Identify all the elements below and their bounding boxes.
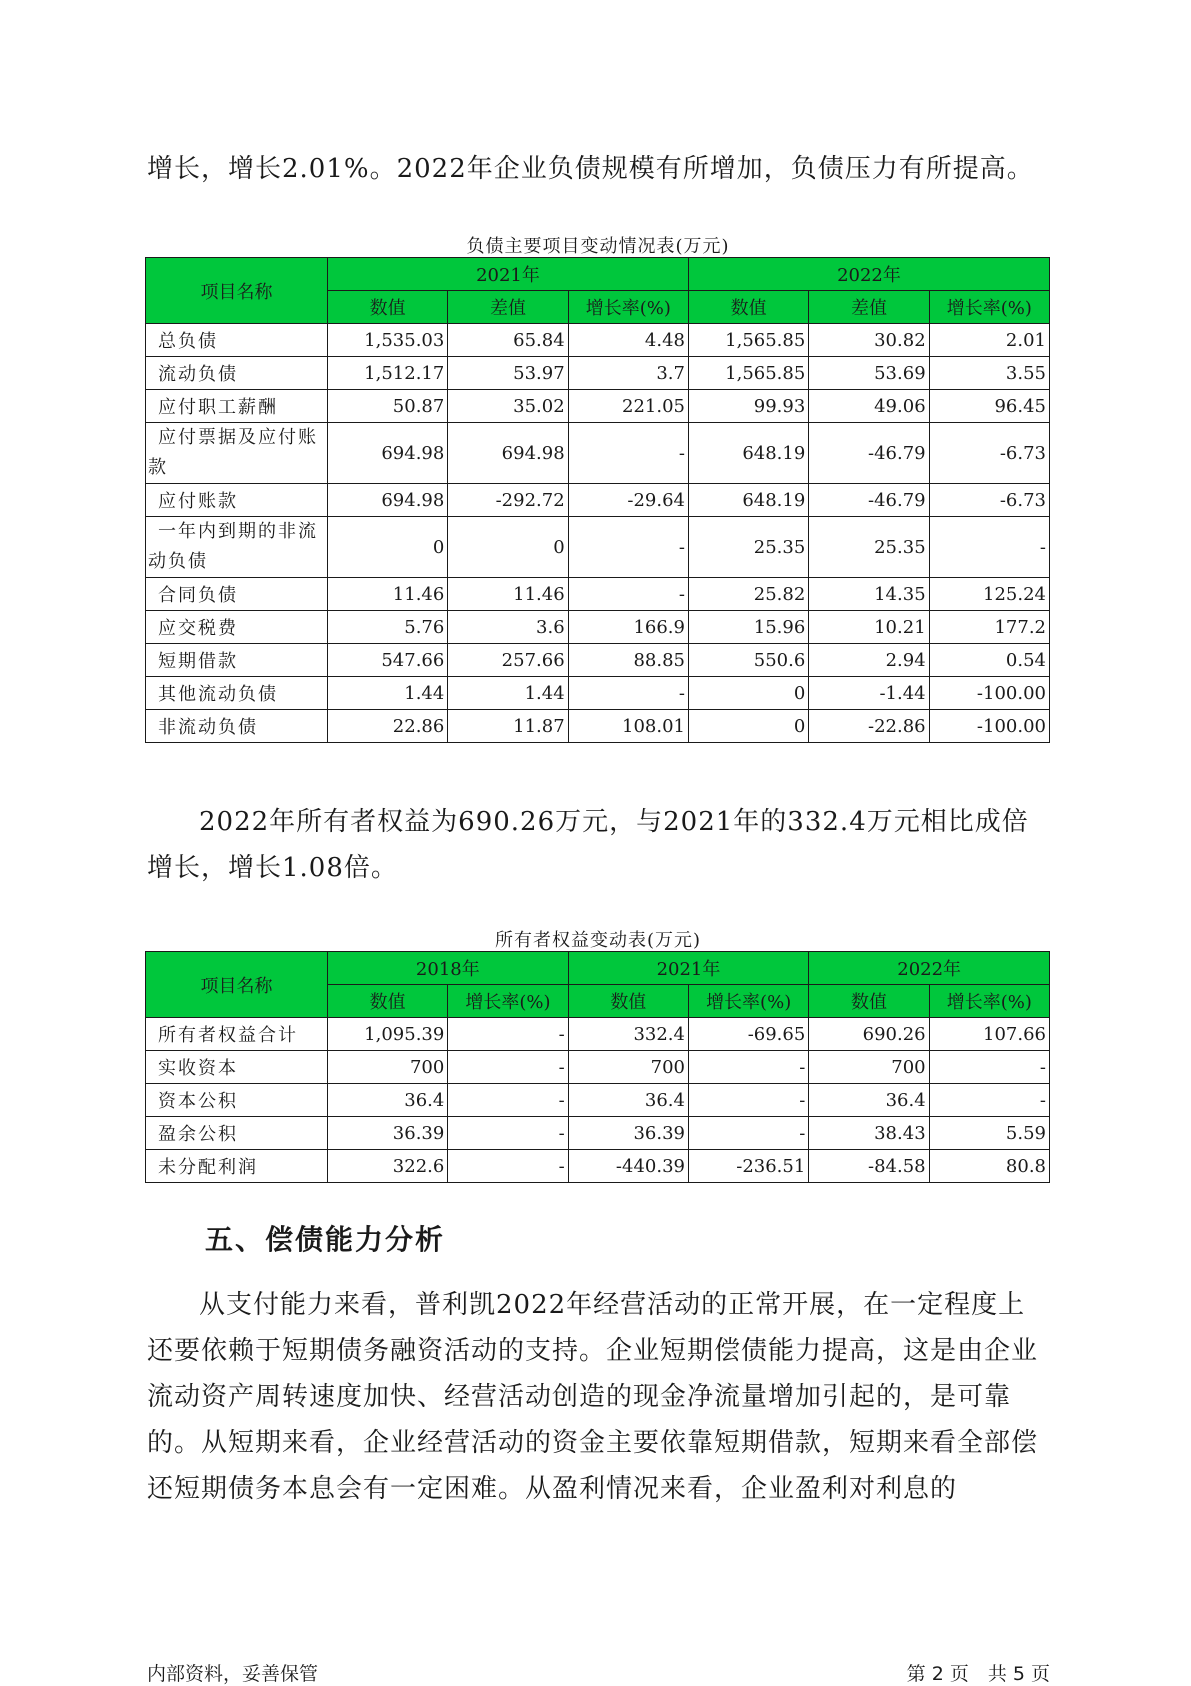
table-cell: 257.66 [448, 644, 568, 677]
table-cell: - [929, 517, 1049, 578]
section-paragraph: 从支付能力来看，普利凯2022年经营活动的正常开展，在一定程度上还要依赖于短期债务融资活动的支持。企业短期偿债能力提高，这是由企业流动资产周转速度加快、经营活动创造的现金净流量增加引起的，是可靠的。从短期来看，企业经营活动的资金主要依靠短期借款，短期来看全部偿还短期债务本息会有一定困难。从盈利情况来看，企业盈利对利息的 [147, 1290, 1039, 1504]
table-cell: 694.98 [328, 484, 448, 517]
table-cell: 15.96 [688, 611, 808, 644]
table-cell: - [929, 1051, 1049, 1084]
table-cell: 11.46 [328, 578, 448, 611]
table-cell: 2.94 [809, 644, 929, 677]
row-label: 盈余公积 [146, 1117, 328, 1150]
table-cell: 547.66 [328, 644, 448, 677]
table-cell: 25.35 [809, 517, 929, 578]
table-cell: -69.65 [688, 1018, 808, 1051]
table-cell: 221.05 [568, 390, 688, 423]
row-label: 实收资本 [146, 1051, 328, 1084]
year-header: 2022年 [688, 258, 1049, 291]
table-cell: 30.82 [809, 324, 929, 357]
table-row [146, 1018, 1050, 1051]
table-row [146, 517, 1050, 578]
table-cell: 700 [328, 1051, 448, 1084]
table-cell: -46.79 [809, 484, 929, 517]
table-row [146, 1051, 1050, 1084]
table-cell: 96.45 [929, 390, 1049, 423]
table-cell: 700 [809, 1051, 929, 1084]
table-cell: - [448, 1084, 568, 1117]
column-header: 数值 [328, 291, 448, 324]
table-cell: 35.02 [448, 390, 568, 423]
table-cell: - [929, 1084, 1049, 1117]
table-cell: - [568, 517, 688, 578]
table-cell: -292.72 [448, 484, 568, 517]
table-cell: -440.39 [568, 1150, 688, 1183]
table-row [146, 484, 1050, 517]
column-header: 数值 [688, 291, 808, 324]
row-label: 应付账款 [146, 484, 328, 517]
table-cell: 36.4 [568, 1084, 688, 1117]
table-cell: 0 [328, 517, 448, 578]
row-label: 短期借款 [146, 644, 328, 677]
table-cell: 36.39 [328, 1117, 448, 1150]
name-column-header: 项目名称 [146, 952, 328, 1018]
column-header: 增长率(%) [688, 985, 808, 1018]
table-row [146, 677, 1050, 710]
table-cell: 53.69 [809, 357, 929, 390]
table-row [146, 1084, 1050, 1117]
table-cell: 700 [568, 1051, 688, 1084]
table-cell: 4.48 [568, 324, 688, 357]
row-label: 应付职工薪酬 [146, 390, 328, 423]
table-cell: - [688, 1117, 808, 1150]
table-cell: -29.64 [568, 484, 688, 517]
table-cell: 22.86 [328, 710, 448, 743]
table-cell: - [448, 1117, 568, 1150]
table-cell: 80.8 [929, 1150, 1049, 1183]
row-label: 应交税费 [146, 611, 328, 644]
name-column-header: 项目名称 [146, 258, 328, 324]
column-header: 数值 [568, 985, 688, 1018]
row-label: 流动负债 [146, 357, 328, 390]
table-cell: 0 [688, 677, 808, 710]
table-row [146, 1117, 1050, 1150]
table-row [146, 644, 1050, 677]
table-cell: -236.51 [688, 1150, 808, 1183]
column-header: 增长率(%) [448, 985, 568, 1018]
table-cell: -84.58 [809, 1150, 929, 1183]
table-cell: 3.6 [448, 611, 568, 644]
liability-table-body [146, 324, 1050, 743]
equity-paragraph: 2022年所有者权益为690.26万元，与2021年的332.4万元相比成倍增长，增长1.08倍。 [147, 807, 1029, 883]
table-cell: 11.87 [448, 710, 568, 743]
intro-paragraph: 增长，增长2.01%。2022年企业负债规模有所增加，负债压力有所提高。 [147, 154, 1034, 184]
table-cell: 1,565.85 [688, 324, 808, 357]
table-cell: 99.93 [688, 390, 808, 423]
row-label: 一年内到期的非流动负债 [146, 517, 328, 578]
table-cell: 3.7 [568, 357, 688, 390]
table-cell: 694.98 [328, 423, 448, 484]
table-cell: 49.06 [809, 390, 929, 423]
table-cell: 25.82 [688, 578, 808, 611]
row-label: 其他流动负债 [146, 677, 328, 710]
table-cell: 11.46 [448, 578, 568, 611]
table-cell: 322.6 [328, 1150, 448, 1183]
table-cell: 88.85 [568, 644, 688, 677]
table-cell: 10.21 [809, 611, 929, 644]
table-cell: 107.66 [929, 1018, 1049, 1051]
table-cell: 36.4 [809, 1084, 929, 1117]
footer-note: 内部资料，妥善保管 [147, 1663, 319, 1685]
table-cell: 14.35 [809, 578, 929, 611]
row-label: 所有者权益合计 [146, 1018, 328, 1051]
table-cell: 166.9 [568, 611, 688, 644]
table-cell: - [568, 423, 688, 484]
page-number: 第 2 页 共 5 页 [906, 1663, 1050, 1685]
year-header: 2022年 [809, 952, 1050, 985]
table-cell: 0 [688, 710, 808, 743]
table-cell: 50.87 [328, 390, 448, 423]
table-cell: 38.43 [809, 1117, 929, 1150]
table-cell: 5.59 [929, 1117, 1049, 1150]
table-cell: - [688, 1084, 808, 1117]
column-header: 增长率(%) [929, 985, 1049, 1018]
table-cell: 1,095.39 [328, 1018, 448, 1051]
row-label: 应付票据及应付账款 [146, 423, 328, 484]
table-cell: -6.73 [929, 423, 1049, 484]
table-cell: 0 [448, 517, 568, 578]
table-row [146, 324, 1050, 357]
column-header: 数值 [809, 985, 929, 1018]
column-header: 差值 [448, 291, 568, 324]
equity-table [145, 951, 1050, 1183]
table-cell: -1.44 [809, 677, 929, 710]
table-cell: -100.00 [929, 710, 1049, 743]
table-row [146, 1150, 1050, 1183]
table-cell: 5.76 [328, 611, 448, 644]
table-cell: 25.35 [688, 517, 808, 578]
table-cell: 3.55 [929, 357, 1049, 390]
table-row [146, 423, 1050, 484]
row-label: 未分配利润 [146, 1150, 328, 1183]
table-cell: - [568, 578, 688, 611]
table-cell: -6.73 [929, 484, 1049, 517]
year-header: 2018年 [328, 952, 569, 985]
table-cell: - [568, 677, 688, 710]
row-label: 资本公积 [146, 1084, 328, 1117]
table-row [146, 578, 1050, 611]
table-cell: 2.01 [929, 324, 1049, 357]
table-cell: 550.6 [688, 644, 808, 677]
liability-table-caption: 负债主要项目变动情况表(万元) [466, 236, 730, 257]
table-row [146, 357, 1050, 390]
table-cell: 36.4 [328, 1084, 448, 1117]
table-cell: 1,512.17 [328, 357, 448, 390]
column-header: 增长率(%) [568, 291, 688, 324]
table-cell: - [448, 1018, 568, 1051]
table-row [146, 611, 1050, 644]
year-header: 2021年 [568, 952, 809, 985]
table-row [146, 710, 1050, 743]
table-cell: 694.98 [448, 423, 568, 484]
table-row [146, 390, 1050, 423]
table-cell: 1.44 [448, 677, 568, 710]
table-cell: - [688, 1051, 808, 1084]
table-cell: 1,565.85 [688, 357, 808, 390]
table-cell: - [448, 1150, 568, 1183]
table-cell: 648.19 [688, 423, 808, 484]
table-cell: 1.44 [328, 677, 448, 710]
table-cell: 36.39 [568, 1117, 688, 1150]
table-cell: 690.26 [809, 1018, 929, 1051]
table-cell: 1,535.03 [328, 324, 448, 357]
table-cell: 177.2 [929, 611, 1049, 644]
table-cell: -22.86 [809, 710, 929, 743]
table-cell: - [448, 1051, 568, 1084]
column-header: 数值 [328, 985, 448, 1018]
equity-table-body [146, 1018, 1050, 1183]
section-heading: 五、偿债能力分析 [205, 1223, 446, 1256]
table-cell: 53.97 [448, 357, 568, 390]
year-header: 2021年 [328, 258, 689, 291]
table-cell: 648.19 [688, 484, 808, 517]
table-cell: -100.00 [929, 677, 1049, 710]
table-cell: 0.54 [929, 644, 1049, 677]
table-cell: 332.4 [568, 1018, 688, 1051]
equity-table-caption: 所有者权益变动表(万元) [494, 930, 702, 951]
table-cell: 108.01 [568, 710, 688, 743]
column-header: 增长率(%) [929, 291, 1049, 324]
table-cell: 125.24 [929, 578, 1049, 611]
row-label: 总负债 [146, 324, 328, 357]
liability-table [145, 257, 1050, 743]
row-label: 合同负债 [146, 578, 328, 611]
row-label: 非流动负债 [146, 710, 328, 743]
table-cell: 65.84 [448, 324, 568, 357]
table-cell: -46.79 [809, 423, 929, 484]
column-header: 差值 [809, 291, 929, 324]
